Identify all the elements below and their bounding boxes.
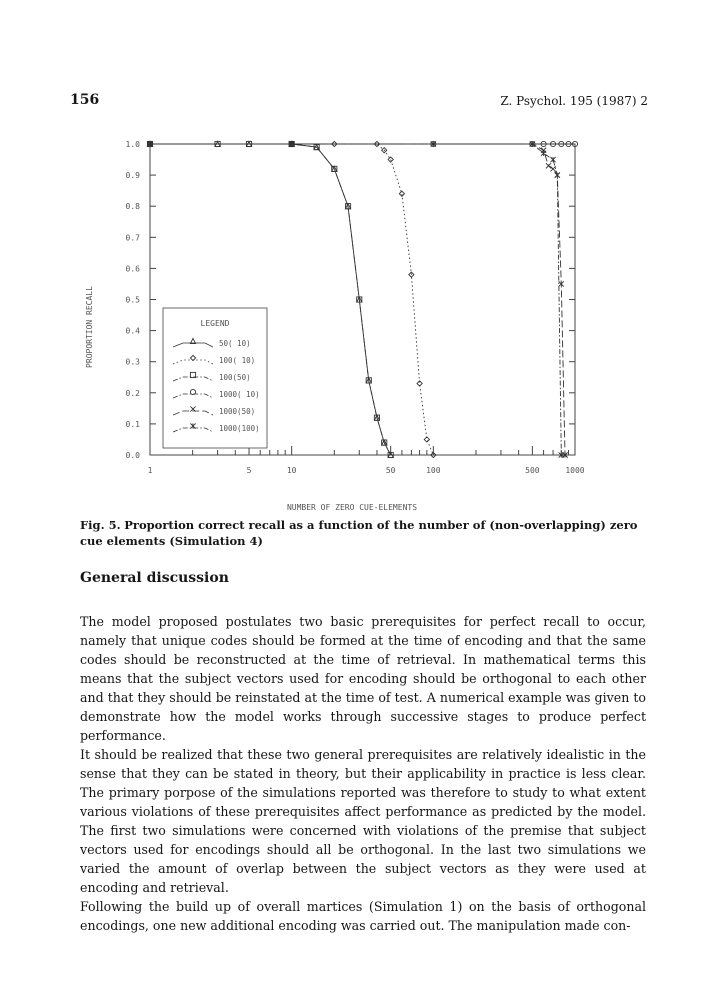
y-tick-label: 0.7 (125, 233, 140, 243)
legend-label: 100( 10) (219, 356, 256, 365)
y-tick-label: 0.0 (125, 451, 140, 460)
y-tick-label: 0.9 (125, 171, 140, 181)
journal-reference: Z. Psychol. 195 (1987) 2 (500, 94, 648, 108)
y-tick-label: 1.0 (125, 140, 140, 149)
data-point (541, 151, 546, 156)
x-tick-label: 1000 (565, 466, 585, 475)
data-point (546, 163, 551, 168)
legend-title: LEGEND (200, 319, 230, 328)
running-head (70, 92, 648, 112)
data-point (550, 166, 555, 171)
page-number: 156 (70, 92, 100, 108)
legend-label: 1000(50) (219, 407, 256, 416)
y-tick-label: 0.2 (125, 388, 140, 398)
legend-label: 50( 10) (219, 339, 251, 348)
figure-label: Fig. 5. (80, 518, 121, 532)
recall-chart (60, 122, 660, 522)
y-tick-label: 0.6 (125, 264, 140, 274)
data-point (550, 157, 555, 162)
data-point (555, 173, 560, 178)
section-heading: General discussion (80, 570, 229, 586)
x-axis-label: NUMBER OF ZERO CUE-ELEMENTS (286, 503, 418, 512)
body-text (80, 612, 646, 935)
y-tick-label: 0.4 (125, 326, 140, 336)
x-tick-label: 100 (426, 466, 441, 475)
paragraph: The model proposed postulates two basic prerequisites for perfect recall to occur, namely that unique codes should be formed at the time of encoding and that the same codes should be reconstructed at the time of retrieval. In mathematical terms this means that the subject vectors used for encoding should be orthogonal to each other and that they should be reinstated at the time of test. A numerical example was given to demonstrate how the model works through successive stages to produce perfect performance. (80, 614, 646, 743)
data-point (399, 191, 404, 196)
y-axis-label: PROPORTION RECALL (85, 286, 94, 368)
x-tick-label: 500 (525, 466, 540, 475)
figure-caption-text: Proportion correct recall as a function of the number of (non-overlapping) zero cue elements (Simulation 4) (80, 518, 638, 548)
figure-caption (80, 517, 646, 549)
chart-legend (163, 308, 267, 448)
legend-label: 1000(100) (219, 424, 260, 433)
legend-label: 100(50) (219, 373, 251, 382)
legend-label: 1000( 10) (219, 390, 260, 399)
y-tick-label: 0.8 (125, 202, 140, 212)
paragraph: It should be realized that these two general prerequisites are relatively idealistic in the sense that they can be stated in theory, but their applicability in practice is less clear. The primary porpose of the simulations reported was therefore to study to what extent various violations of these prerequisites affect performance as predicted by the model. The first two simulations were concerned with violations of the premise that subject vectors used for encodings should all be orthogonal. In the last two simulations we varied the amount of overlap between the subject vectors as they were used at encoding and retrieval. (80, 747, 646, 895)
y-tick-label: 0.1 (125, 419, 140, 429)
y-tick-label: 0.3 (125, 357, 140, 367)
x-tick-label: 10 (286, 466, 297, 475)
paragraph: Following the build up of overall martices (Simulation 1) on the basis of orthogonal encodings, one new additional encoding was carried out. The manipulation made con- (80, 899, 646, 933)
x-tick-label: 1 (147, 466, 153, 475)
y-tick-label: 0.5 (125, 295, 140, 305)
x-tick-label: 5 (246, 466, 252, 475)
x-tick-label: 50 (385, 466, 396, 475)
